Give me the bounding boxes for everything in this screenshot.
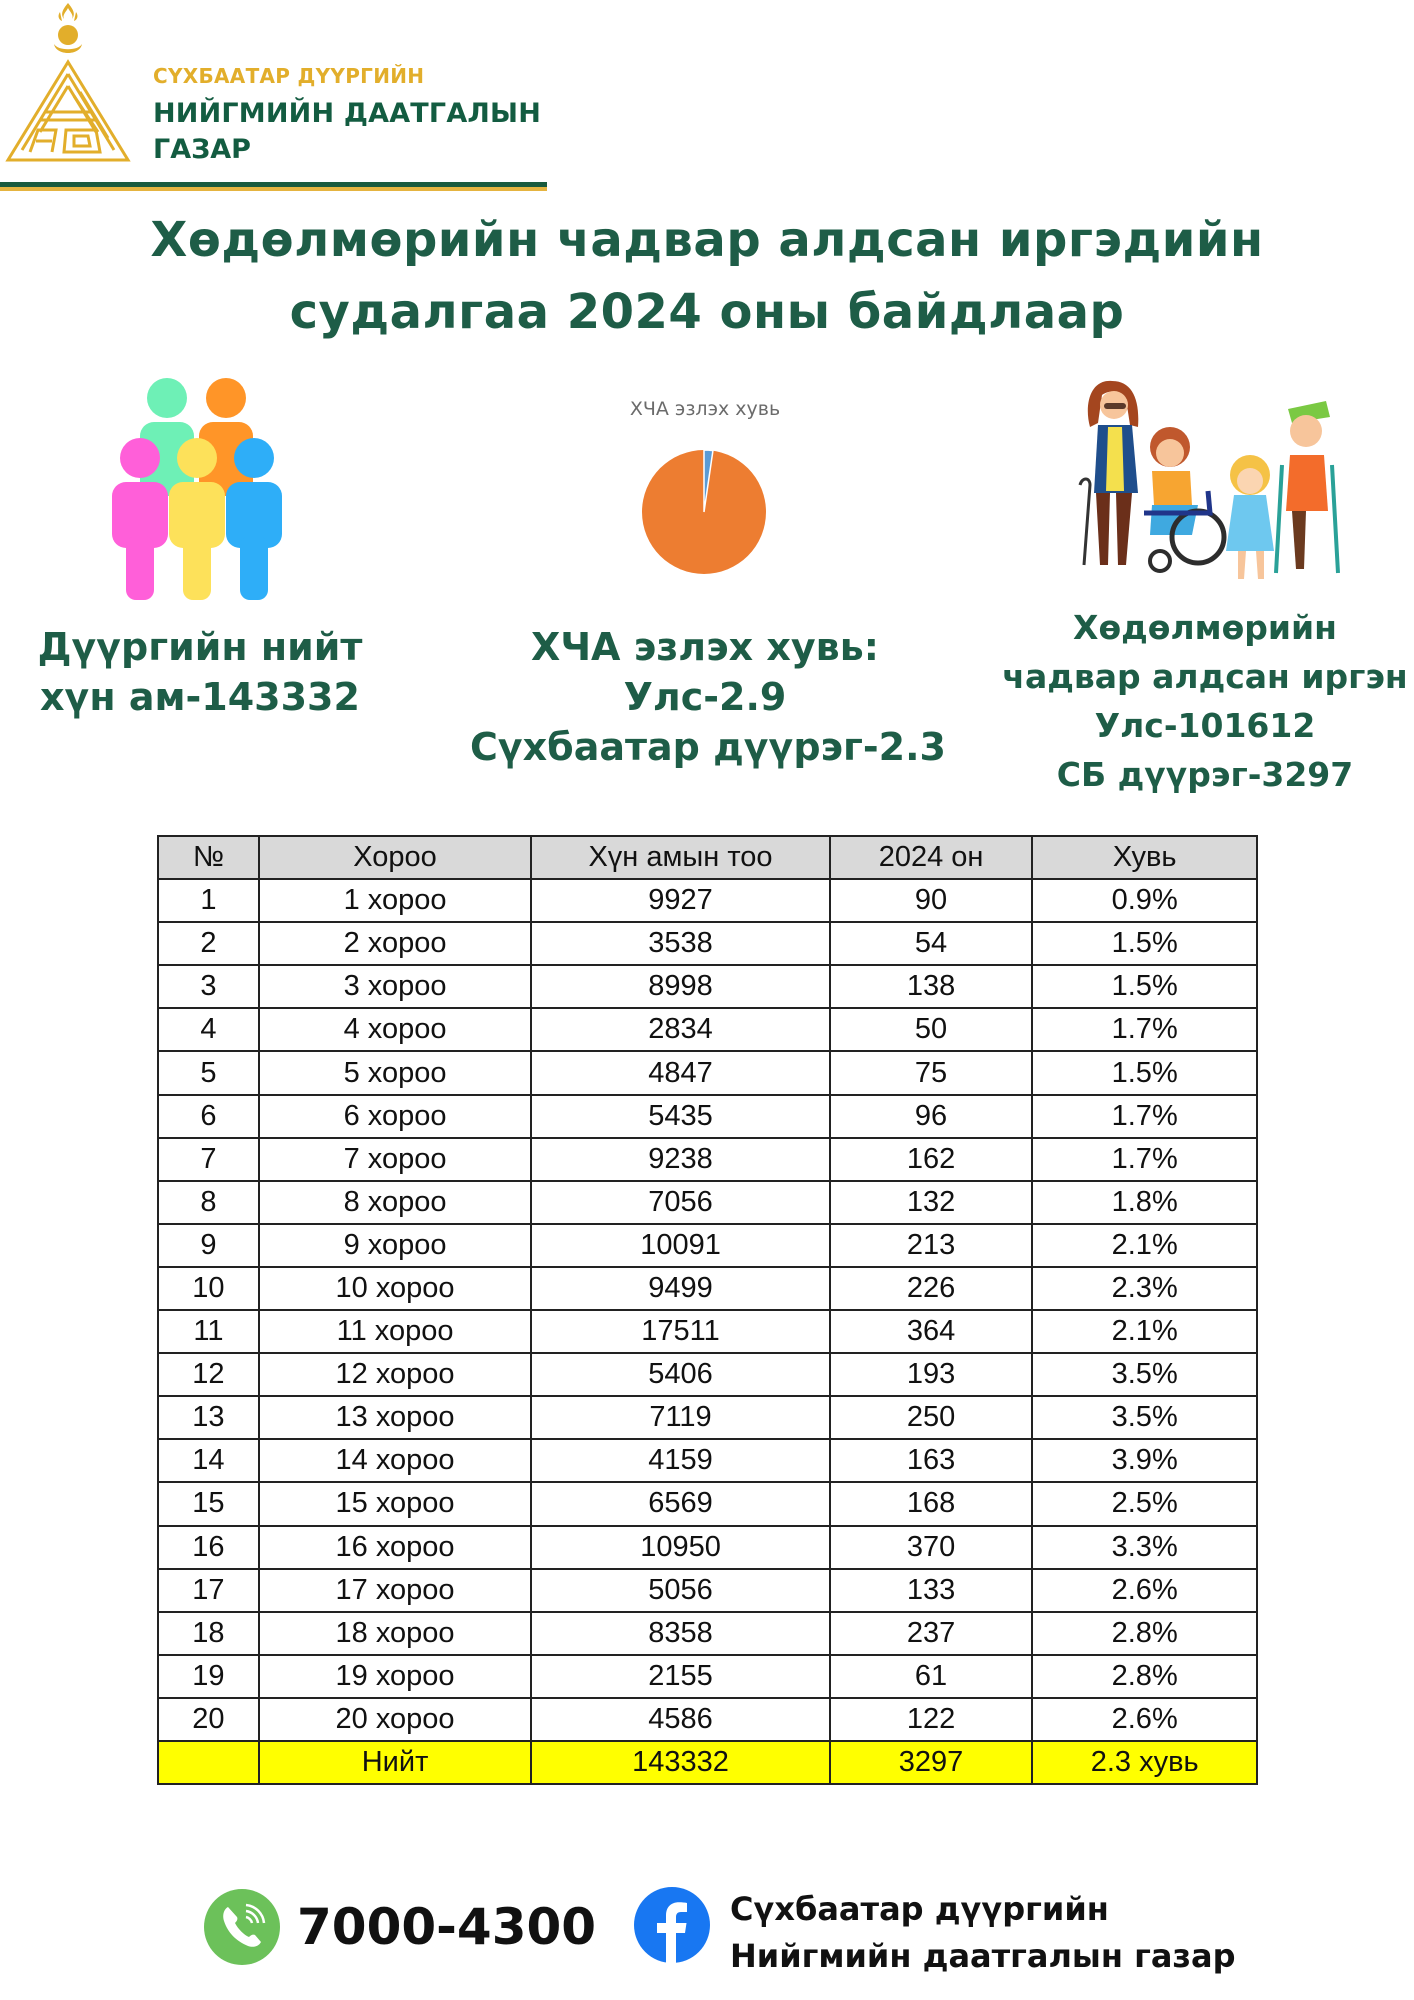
cell-2024: 213 bbox=[830, 1224, 1033, 1267]
cell-khoroo: 15 хороо bbox=[259, 1482, 531, 1525]
cell-khoroo: 2 хороо bbox=[259, 922, 531, 965]
cell-number: 17 bbox=[158, 1569, 259, 1612]
disabled-stat-line3: Улс-101612 bbox=[1094, 706, 1316, 745]
header-percent: Хувь bbox=[1032, 836, 1257, 879]
cell-population: 7119 bbox=[531, 1396, 829, 1439]
share-stat-line3: Сүхбаатар дүүрэг-2.3 bbox=[470, 725, 946, 769]
total-label: Нийт bbox=[259, 1741, 531, 1784]
table-row bbox=[158, 1482, 1257, 1525]
table-row bbox=[158, 922, 1257, 965]
cell-percent: 3.5% bbox=[1032, 1353, 1257, 1396]
cell-population: 5406 bbox=[531, 1353, 829, 1396]
cell-2024: 133 bbox=[830, 1569, 1033, 1612]
cell-percent: 2.5% bbox=[1032, 1482, 1257, 1525]
cell-percent: 2.6% bbox=[1032, 1698, 1257, 1741]
cell-population: 17511 bbox=[531, 1310, 829, 1353]
cell-population: 9238 bbox=[531, 1138, 829, 1181]
table-row bbox=[158, 879, 1257, 922]
cell-khoroo: 18 хороо bbox=[259, 1612, 531, 1655]
logo-org-name-line2: ГАЗАР bbox=[153, 134, 251, 165]
khoroo-table bbox=[157, 835, 1258, 1785]
cell-percent: 3.9% bbox=[1032, 1439, 1257, 1482]
cell-number: 8 bbox=[158, 1181, 259, 1224]
header-2024: 2024 он bbox=[830, 836, 1033, 879]
cell-number: 13 bbox=[158, 1396, 259, 1439]
cell-2024: 237 bbox=[830, 1612, 1033, 1655]
facebook-f-icon bbox=[634, 1887, 710, 1963]
table-row bbox=[158, 1224, 1257, 1267]
cell-2024: 90 bbox=[830, 879, 1033, 922]
population-stat bbox=[20, 622, 380, 722]
cell-khoroo: 8 хороо bbox=[259, 1181, 531, 1224]
cell-number: 10 bbox=[158, 1267, 259, 1310]
table-row bbox=[158, 1569, 1257, 1612]
cell-number: 16 bbox=[158, 1526, 259, 1569]
cell-khoroo: 1 хороо bbox=[259, 879, 531, 922]
phone-handset-icon bbox=[204, 1889, 280, 1965]
cell-2024: 75 bbox=[830, 1051, 1033, 1094]
table-row bbox=[158, 1396, 1257, 1439]
cell-2024: 50 bbox=[830, 1008, 1033, 1051]
cell-2024: 54 bbox=[830, 922, 1033, 965]
cell-khoroo: 6 хороо bbox=[259, 1095, 531, 1138]
cell-number: 18 bbox=[158, 1612, 259, 1655]
cell-population: 7056 bbox=[531, 1181, 829, 1224]
table-header-row bbox=[158, 836, 1257, 879]
table-row bbox=[158, 1095, 1257, 1138]
cell-population: 5435 bbox=[531, 1095, 829, 1138]
share-stat-line1: ХЧА эзлэх хувь: bbox=[531, 625, 879, 669]
cell-2024: 163 bbox=[830, 1439, 1033, 1482]
facebook-page-name-line1[interactable]: Сүхбаатар дүүргийн bbox=[730, 1890, 1109, 1928]
cell-population: 10950 bbox=[531, 1526, 829, 1569]
cell-percent: 1.5% bbox=[1032, 1051, 1257, 1094]
cell-number: 5 bbox=[158, 1051, 259, 1094]
cell-number: 14 bbox=[158, 1439, 259, 1482]
cell-khoroo: 16 хороо bbox=[259, 1526, 531, 1569]
cell-khoroo: 14 хороо bbox=[259, 1439, 531, 1482]
total-number bbox=[158, 1741, 259, 1784]
cell-khoroo: 7 хороо bbox=[259, 1138, 531, 1181]
cell-population: 3538 bbox=[531, 922, 829, 965]
phone-number[interactable]: 7000-4300 bbox=[297, 1898, 597, 1956]
disabled-people-illustration-icon bbox=[1060, 365, 1360, 590]
cell-percent: 1.7% bbox=[1032, 1008, 1257, 1051]
cell-2024: 370 bbox=[830, 1526, 1033, 1569]
cell-population: 10091 bbox=[531, 1224, 829, 1267]
population-stat-line1: Дүүргийн нийт bbox=[37, 625, 363, 669]
pie-chart bbox=[640, 448, 768, 576]
cell-khoroo: 12 хороо bbox=[259, 1353, 531, 1396]
cell-percent: 2.1% bbox=[1032, 1310, 1257, 1353]
cell-number: 6 bbox=[158, 1095, 259, 1138]
table-row bbox=[158, 1181, 1257, 1224]
cell-2024: 162 bbox=[830, 1138, 1033, 1181]
cell-number: 3 bbox=[158, 965, 259, 1008]
cell-population: 5056 bbox=[531, 1569, 829, 1612]
cell-khoroo: 10 хороо bbox=[259, 1267, 531, 1310]
cell-percent: 2.1% bbox=[1032, 1224, 1257, 1267]
cell-2024: 61 bbox=[830, 1655, 1033, 1698]
header-number: № bbox=[158, 836, 259, 879]
table-row bbox=[158, 1267, 1257, 1310]
logo-org-name-line1: НИЙГМИЙН ДААТГАЛЫН bbox=[153, 98, 542, 129]
people-group-icon bbox=[108, 376, 288, 604]
cell-percent: 1.7% bbox=[1032, 1138, 1257, 1181]
cell-2024: 250 bbox=[830, 1396, 1033, 1439]
cell-percent: 1.7% bbox=[1032, 1095, 1257, 1138]
cell-number: 12 bbox=[158, 1353, 259, 1396]
cell-percent: 2.8% bbox=[1032, 1655, 1257, 1698]
cell-khoroo: 11 хороо bbox=[259, 1310, 531, 1353]
table-row bbox=[158, 1698, 1257, 1741]
cell-khoroo: 17 хороо bbox=[259, 1569, 531, 1612]
cell-khoroo: 4 хороо bbox=[259, 1008, 531, 1051]
table-total-row bbox=[158, 1741, 1257, 1784]
cell-percent: 2.6% bbox=[1032, 1569, 1257, 1612]
table-row bbox=[158, 1612, 1257, 1655]
total-population: 143332 bbox=[531, 1741, 829, 1784]
table-row bbox=[158, 1008, 1257, 1051]
phone-icon bbox=[204, 1889, 280, 1965]
soyombo-triangle-logo-icon bbox=[0, 0, 145, 175]
disabled-stat-line1: Хөдөлмөрийн bbox=[1073, 608, 1337, 647]
facebook-icon[interactable] bbox=[634, 1887, 710, 1963]
cell-number: 19 bbox=[158, 1655, 259, 1698]
page-title-line2: судалгаа 2024 оны байдлаар bbox=[289, 284, 1125, 340]
cell-2024: 226 bbox=[830, 1267, 1033, 1310]
cell-2024: 193 bbox=[830, 1353, 1033, 1396]
facebook-page-name-line2[interactable]: Нийгмийн даатгалын газар bbox=[730, 1937, 1236, 1975]
cell-percent: 2.8% bbox=[1032, 1612, 1257, 1655]
table-row bbox=[158, 1353, 1257, 1396]
header-population: Хүн амын тоо bbox=[531, 836, 829, 879]
cell-khoroo: 9 хороо bbox=[259, 1224, 531, 1267]
cell-percent: 0.9% bbox=[1032, 879, 1257, 922]
table-row bbox=[158, 1310, 1257, 1353]
cell-population: 8998 bbox=[531, 965, 829, 1008]
cell-khoroo: 5 хороо bbox=[259, 1051, 531, 1094]
cell-khoroo: 20 хороо bbox=[259, 1698, 531, 1741]
cell-percent: 3.3% bbox=[1032, 1526, 1257, 1569]
pie-chart-title: ХЧА эзлэх хувь bbox=[629, 398, 781, 420]
cell-percent: 1.5% bbox=[1032, 922, 1257, 965]
table-row bbox=[158, 1051, 1257, 1094]
table-row bbox=[158, 1138, 1257, 1181]
cell-number: 1 bbox=[158, 879, 259, 922]
cell-2024: 138 bbox=[830, 965, 1033, 1008]
logo-district-name: СҮХБААТАР ДҮҮРГИЙН bbox=[153, 64, 425, 88]
header-divider-gold bbox=[0, 187, 547, 191]
table-row bbox=[158, 1655, 1257, 1698]
cell-2024: 122 bbox=[830, 1698, 1033, 1741]
disabled-stat-line2: чадвар алдсан иргэн bbox=[1002, 657, 1408, 696]
header-khoroo: Хороо bbox=[259, 836, 531, 879]
cell-2024: 364 bbox=[830, 1310, 1033, 1353]
cell-population: 2155 bbox=[531, 1655, 829, 1698]
cell-percent: 3.5% bbox=[1032, 1396, 1257, 1439]
cell-number: 11 bbox=[158, 1310, 259, 1353]
page-title-line1: Хөдөлмөрийн чадвар алдсан иргэдийн bbox=[150, 212, 1264, 268]
cell-population: 4159 bbox=[531, 1439, 829, 1482]
cell-khoroo: 13 хороо bbox=[259, 1396, 531, 1439]
cell-number: 7 bbox=[158, 1138, 259, 1181]
cell-2024: 132 bbox=[830, 1181, 1033, 1224]
cell-number: 2 bbox=[158, 922, 259, 965]
disabled-stat bbox=[995, 603, 1414, 799]
cell-percent: 1.5% bbox=[1032, 965, 1257, 1008]
cell-population: 4847 bbox=[531, 1051, 829, 1094]
cell-number: 20 bbox=[158, 1698, 259, 1741]
cell-number: 9 bbox=[158, 1224, 259, 1267]
cell-2024: 168 bbox=[830, 1482, 1033, 1525]
cell-population: 2834 bbox=[531, 1008, 829, 1051]
total-percent: 2.3 хувь bbox=[1032, 1741, 1257, 1784]
cell-number: 4 bbox=[158, 1008, 259, 1051]
cell-population: 8358 bbox=[531, 1612, 829, 1655]
cell-population: 9927 bbox=[531, 879, 829, 922]
cell-population: 6569 bbox=[531, 1482, 829, 1525]
table-row bbox=[158, 1439, 1257, 1482]
disabled-stat-line4: СБ дүүрэг-3297 bbox=[1056, 755, 1354, 794]
table-row bbox=[158, 965, 1257, 1008]
cell-population: 9499 bbox=[531, 1267, 829, 1310]
table-row bbox=[158, 1526, 1257, 1569]
cell-population: 4586 bbox=[531, 1698, 829, 1741]
cell-percent: 2.3% bbox=[1032, 1267, 1257, 1310]
cell-percent: 1.8% bbox=[1032, 1181, 1257, 1224]
cell-2024: 96 bbox=[830, 1095, 1033, 1138]
cell-number: 15 bbox=[158, 1482, 259, 1525]
total-2024: 3297 bbox=[830, 1741, 1033, 1784]
cell-khoroo: 19 хороо bbox=[259, 1655, 531, 1698]
share-stat bbox=[470, 622, 946, 772]
cell-khoroo: 3 хороо bbox=[259, 965, 531, 1008]
share-stat-line2: Улс-2.9 bbox=[623, 675, 787, 719]
population-stat-line2: хүн ам-143332 bbox=[40, 675, 360, 719]
